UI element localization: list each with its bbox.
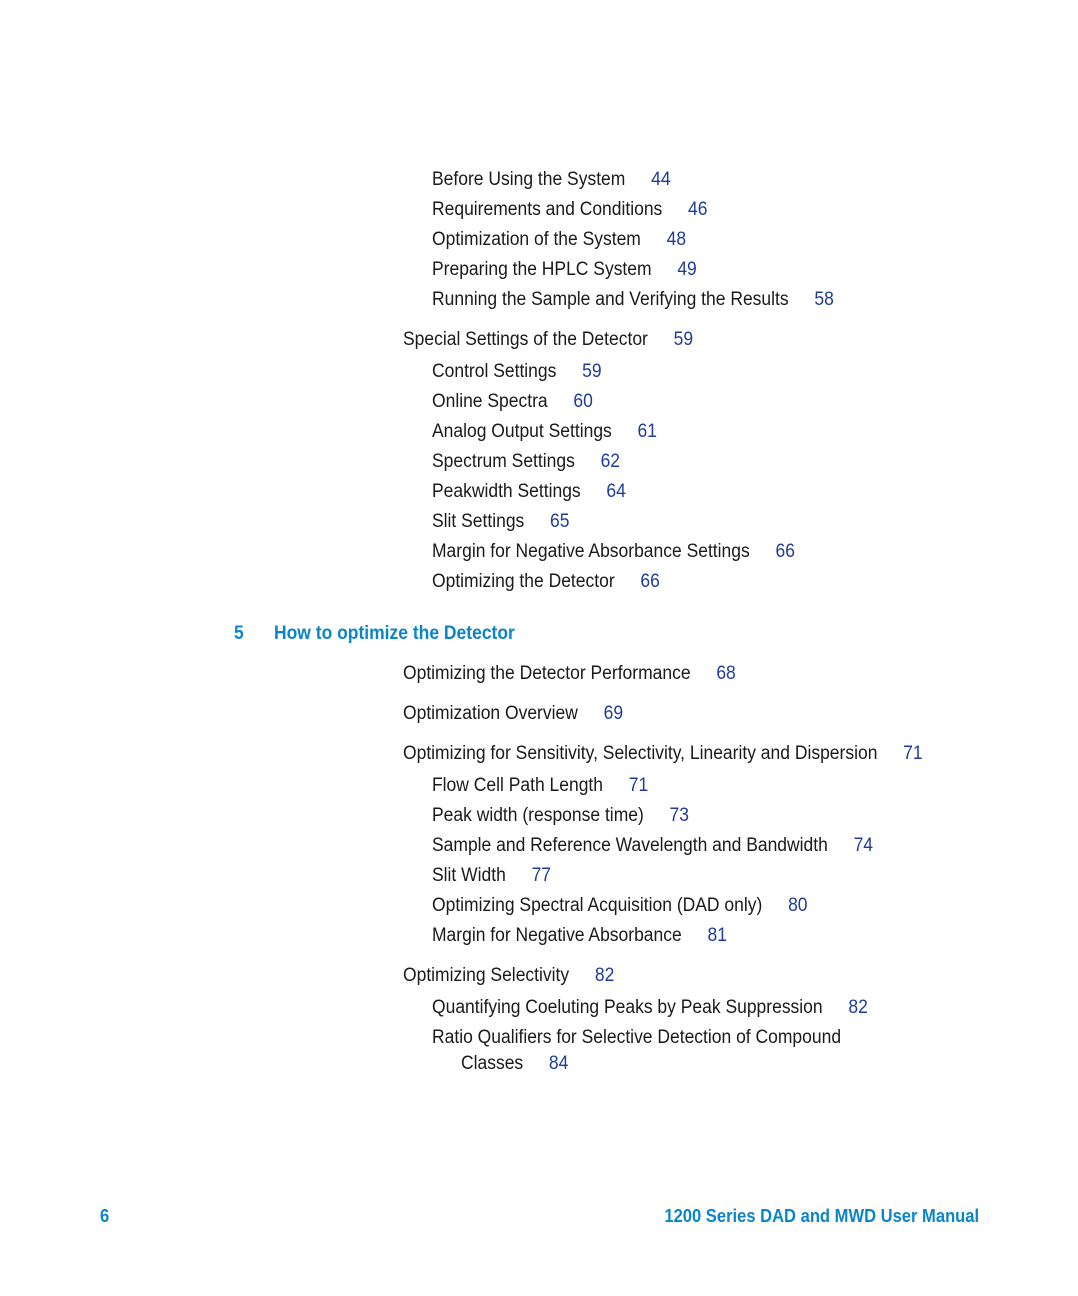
toc-entry[interactable] [403, 662, 736, 686]
toc-entry[interactable] [403, 328, 693, 352]
toc-page-link[interactable]: 60 [573, 391, 593, 412]
footer-page-number: 6 [100, 1206, 110, 1226]
toc-entry-text: Optimizing Selectivity [403, 965, 570, 986]
toc-page-link[interactable]: 59 [673, 329, 694, 350]
toc-entry[interactable] [432, 864, 551, 888]
toc-entry-text: Optimizing the Detector Performance [403, 663, 691, 684]
toc-entry[interactable] [432, 924, 727, 948]
toc-entry-continuation[interactable] [461, 1052, 568, 1076]
toc-entry[interactable] [432, 420, 657, 444]
toc-entry[interactable] [432, 288, 834, 312]
chapter-number: 5 [234, 623, 244, 644]
toc-entry-text: Quantifying Coeluting Peaks by Peak Suppression [432, 997, 823, 1018]
toc-page-link[interactable]: 48 [666, 229, 687, 250]
toc-entry-text: Spectrum Settings [432, 451, 575, 472]
toc-page-link[interactable]: 44 [651, 169, 671, 190]
toc-entry-text: Sample and Reference Wavelength and Bandwidth [432, 835, 828, 856]
toc-entry[interactable] [403, 702, 623, 726]
toc-entry-text: Requirements and Conditions [432, 199, 663, 220]
toc-page-link[interactable]: 69 [603, 703, 624, 724]
toc-entry[interactable] [432, 168, 671, 192]
toc-page-link[interactable]: 73 [669, 805, 690, 826]
toc-entry-text: Before Using the System [432, 169, 626, 190]
toc-entry-text: Analog Output Settings [432, 421, 612, 442]
toc-entry[interactable] [432, 510, 570, 534]
toc-entry-text: Optimization Overview [403, 703, 578, 724]
toc-page-link[interactable]: 49 [677, 259, 697, 280]
toc-page-link[interactable]: 46 [688, 199, 708, 220]
toc-entry-text: Peakwidth Settings [432, 481, 581, 502]
toc-page-link[interactable]: 84 [548, 1053, 569, 1074]
toc-page-link[interactable]: 64 [606, 481, 626, 502]
toc-entry-text: Online Spectra [432, 391, 548, 412]
toc-page-link[interactable]: 68 [716, 663, 736, 684]
toc-entry[interactable] [432, 1026, 841, 1050]
toc-entry[interactable] [432, 390, 593, 414]
toc-entry-text: Peak width (response time) [432, 805, 644, 826]
toc-entry[interactable] [403, 964, 614, 988]
toc-entry-text: Slit Width [432, 865, 506, 886]
toc-page-link[interactable]: 74 [853, 835, 874, 856]
toc-page-link[interactable]: 66 [775, 541, 795, 562]
toc-entry[interactable] [403, 742, 923, 766]
toc-page-link[interactable]: 66 [640, 571, 660, 592]
toc-page-link[interactable]: 71 [903, 743, 923, 764]
toc-entry-text: Special Settings of the Detector [403, 329, 648, 350]
toc-entry[interactable] [432, 996, 868, 1020]
footer-manual-title: 1200 Series DAD and MWD User Manual [664, 1206, 979, 1226]
toc-entry[interactable] [432, 258, 697, 282]
toc-entry-text: Classes [461, 1053, 524, 1074]
toc-entry[interactable] [432, 198, 707, 222]
toc-entry[interactable] [432, 774, 648, 798]
toc-page-link[interactable]: 62 [600, 451, 621, 472]
toc-entry-text: Optimizing Spectral Acquisition (DAD only) [432, 895, 763, 916]
toc-page-link[interactable]: 82 [848, 997, 868, 1018]
toc-entry[interactable] [432, 834, 873, 858]
toc-page-link[interactable]: 81 [707, 925, 727, 946]
toc-entry[interactable] [432, 228, 686, 252]
toc-entry-text: Optimization of the System [432, 229, 641, 250]
toc-page-link[interactable]: 80 [788, 895, 808, 916]
toc-page-link[interactable]: 58 [814, 289, 834, 310]
toc-page-link[interactable]: 61 [637, 421, 657, 442]
toc-entry-text: Margin for Negative Absorbance Settings [432, 541, 750, 562]
toc-entry[interactable] [432, 570, 660, 594]
toc-entry[interactable] [432, 480, 626, 504]
chapter-title[interactable]: How to optimize the Detector [274, 623, 515, 644]
toc-entry[interactable] [432, 540, 795, 564]
toc-entry-text: Optimizing for Sensitivity, Selectivity, Linearity and Dispersion [403, 743, 878, 764]
toc-entry[interactable] [432, 360, 602, 384]
toc-entry-text: Running the Sample and Verifying the Results [432, 289, 789, 310]
toc-entry-text: Flow Cell Path Length [432, 775, 604, 796]
toc-entry[interactable] [432, 894, 808, 918]
toc-entry-text: Margin for Negative Absorbance [432, 925, 682, 946]
toc-page-link[interactable]: 65 [550, 511, 570, 532]
toc-page-link[interactable]: 77 [531, 865, 552, 886]
toc-entry-text: Control Settings [432, 361, 557, 382]
toc-page-link[interactable]: 71 [628, 775, 649, 796]
toc-entry-text: Ratio Qualifiers for Selective Detection of Compound [432, 1027, 842, 1048]
toc-entry[interactable] [432, 450, 620, 474]
toc-entry-text: Optimizing the Detector [432, 571, 615, 592]
toc-entry-text: Slit Settings [432, 511, 525, 532]
toc-entry[interactable] [432, 804, 689, 828]
toc-entry-text: Preparing the HPLC System [432, 259, 652, 280]
toc-page-link[interactable]: 82 [594, 965, 615, 986]
toc-page-link[interactable]: 59 [582, 361, 602, 382]
